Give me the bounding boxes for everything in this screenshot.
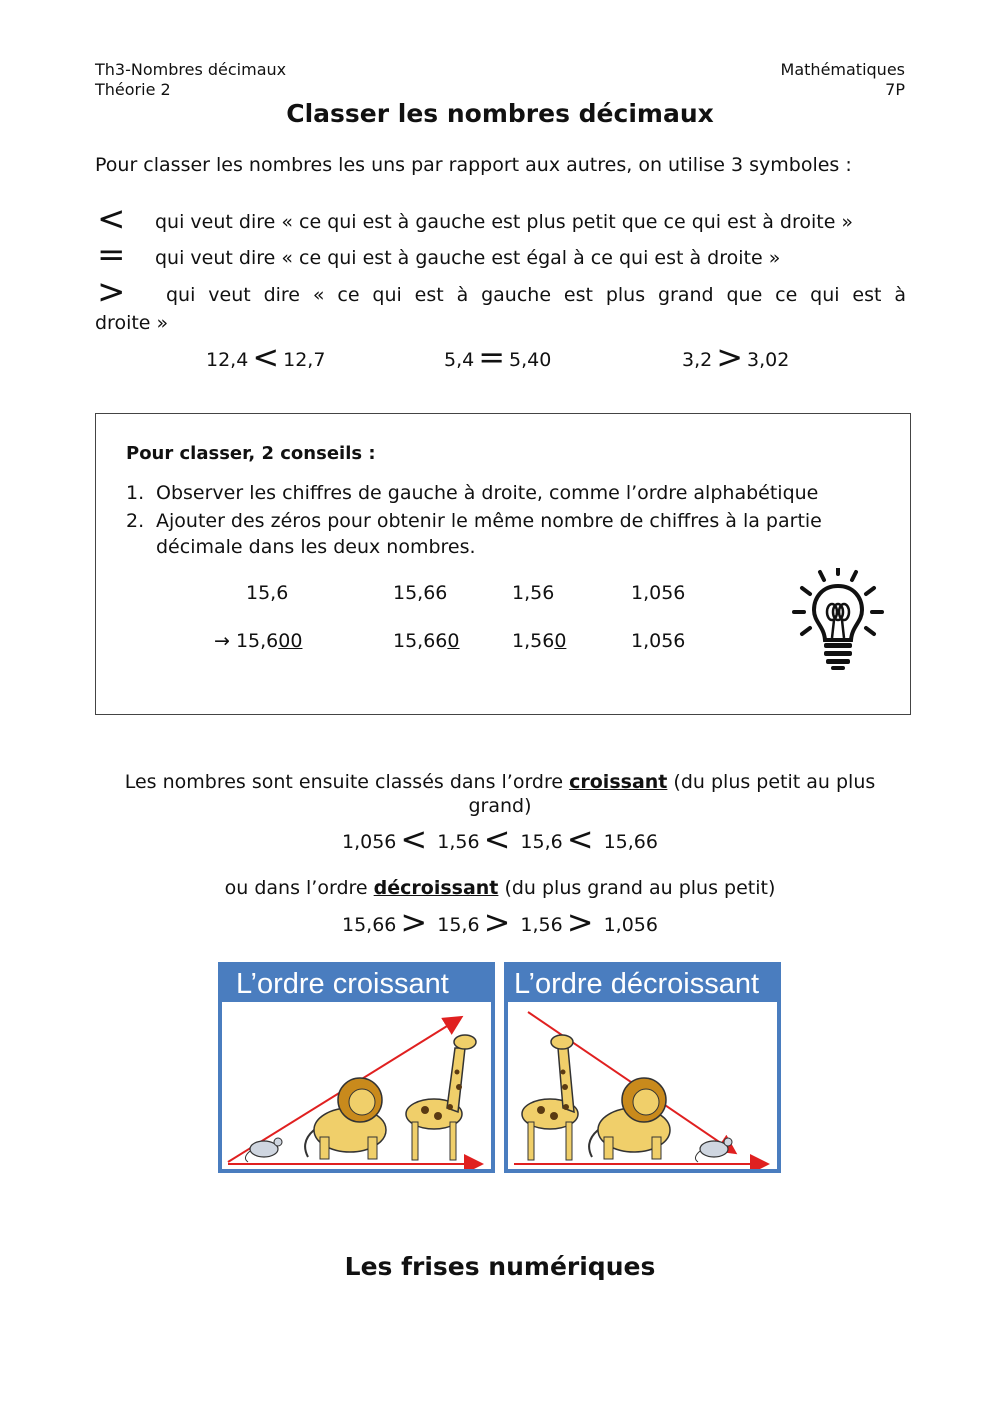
ascending-order-illustration (218, 962, 495, 1173)
descending-sequence: 15,66 > 15,6 > 1,56 > 1,056 (341, 903, 658, 941)
tip-text-1: Observer les chiffres de gauche à droite, comme l’ordre alphabétique (156, 482, 819, 504)
tip-row2-n3: 1,560 (512, 630, 567, 652)
example-equal: 5,4 = 5,40 (444, 338, 552, 376)
page-title: Classer les nombres décimaux (286, 99, 714, 128)
tip-number-1: 1. (126, 482, 145, 504)
tip-row2-n1: → 15,600 (214, 630, 303, 652)
tip-row1-n3: 1,56 (512, 582, 555, 604)
tips-heading: Pour classer, 2 conseils : (126, 443, 376, 464)
tip-number-2: 2. (126, 510, 145, 532)
tip-row1-n4: 1,056 (631, 582, 686, 604)
ascending-animals-figure (222, 1002, 491, 1169)
ascending-text-cont: grand) (468, 795, 532, 817)
tip-row1-n1: 15,6 (246, 582, 289, 604)
lion-icon (305, 1078, 386, 1159)
lion-icon (589, 1078, 670, 1159)
example-less: 12,4 < 12,7 (206, 338, 326, 376)
giraffe-icon (406, 1035, 476, 1160)
descending-text: ou dans l’ordre décroissant (du plus grand au plus petit) (224, 877, 776, 899)
greater-than-definition-cont: droite » (95, 312, 169, 334)
arrow-right-icon: → (214, 630, 230, 652)
tip-row2-n4: 1,056 (631, 630, 686, 652)
header-left (95, 60, 286, 100)
section-title-frises: Les frises numériques (344, 1252, 656, 1281)
descending-order-illustration (504, 962, 781, 1173)
header-subject: Mathématiques (780, 60, 905, 79)
intro-text: Pour classer les nombres les uns par rapport aux autres, on utilise 3 symboles : (95, 154, 852, 176)
ascending-sequence: 1,056 < 1,56 < 15,6 < 15,66 (341, 820, 658, 858)
tip-text-2: Ajouter des zéros pour obtenir le même nombre de chiffres à la partie (156, 510, 822, 532)
mouse-icon (695, 1138, 732, 1162)
giraffe-icon (522, 1035, 578, 1160)
mouse-icon (245, 1138, 282, 1162)
lightbulb-icon (790, 568, 886, 672)
tip-row1-n2: 15,66 (393, 582, 448, 604)
greater-than-definition: qui veut dire « ce qui est à gauche est plus grand que ce qui est à (166, 284, 906, 306)
ascending-illustration-title: L’ordre croissant (222, 966, 491, 1002)
example-greater: 3,2 > 3,02 (682, 338, 790, 376)
tip-row2-n2: 15,660 (393, 630, 460, 652)
equal-symbol: = (97, 235, 126, 275)
descending-animals-figure (508, 1002, 777, 1169)
less-than-symbol: < (97, 199, 126, 239)
tip-text-2-cont: décimale dans les deux nombres. (156, 536, 476, 558)
descending-illustration-title: L’ordre décroissant (508, 966, 777, 1002)
header-theme: Th3-Nombres décimaux (95, 60, 287, 79)
equal-definition: qui veut dire « ce qui est à gauche est égal à ce qui est à droite » (155, 247, 781, 269)
header-theory: Théorie 2 (95, 80, 171, 99)
ascending-text: Les nombres sont ensuite classés dans l’ordre croissant (du plus petit au plus (124, 771, 876, 793)
greater-than-symbol: > (97, 272, 126, 312)
less-than-definition: qui veut dire « ce qui est à gauche est plus petit que ce qui est à droite » (155, 211, 854, 233)
header-grade: 7P (885, 80, 905, 99)
header-right (781, 60, 905, 100)
